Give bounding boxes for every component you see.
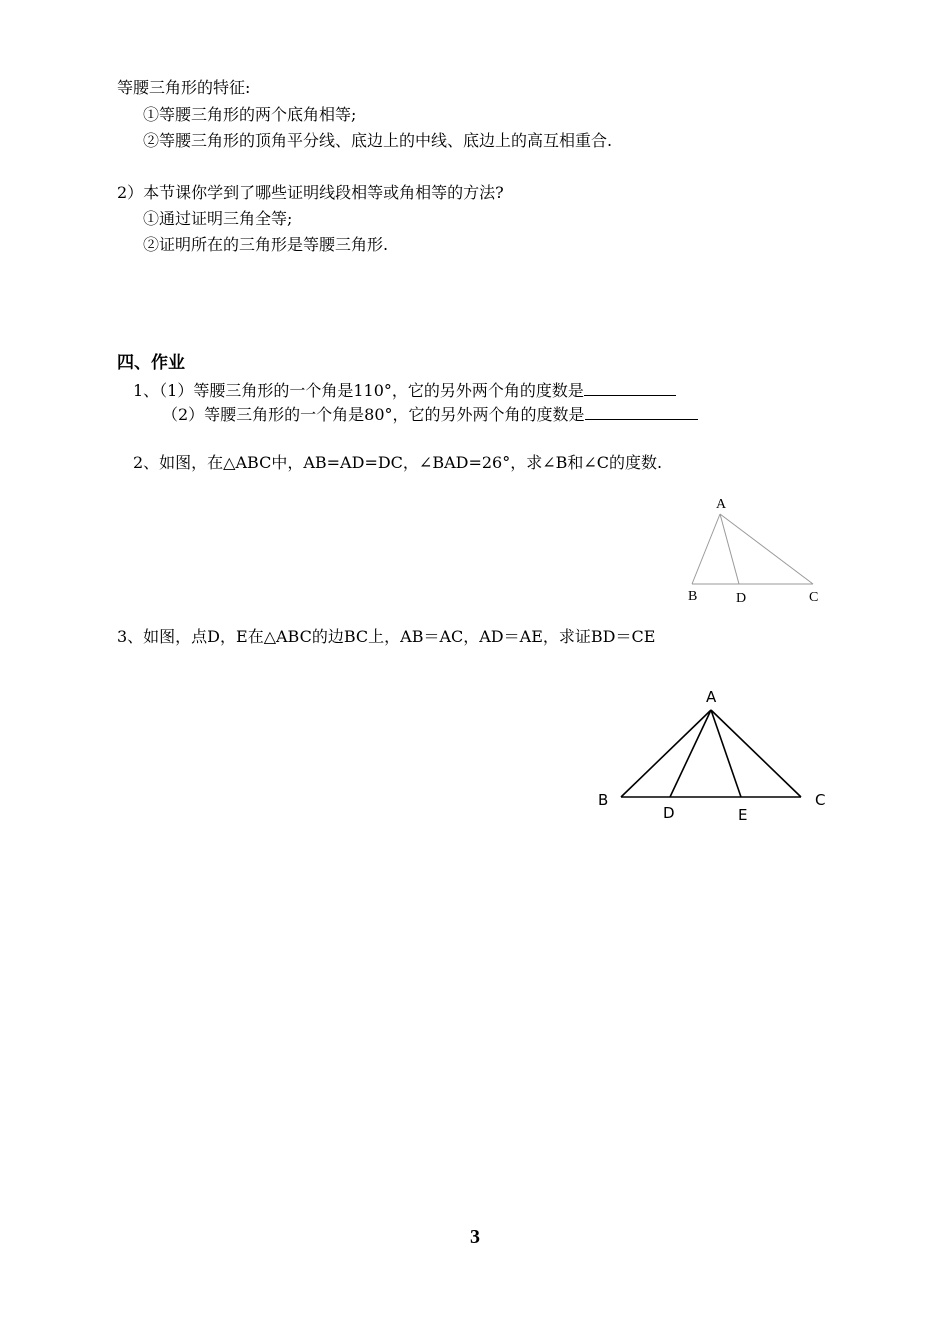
segment-ae: [711, 710, 741, 797]
label-c: C: [815, 791, 826, 809]
segment-ab: [621, 710, 711, 797]
question-2: 2）本节课你学到了哪些证明线段相等或角相等的方法?: [117, 183, 504, 202]
feature-1: ①等腰三角形的两个底角相等;: [143, 105, 357, 124]
feature-2: ②等腰三角形的顶角平分线、底边上的中线、底边上的高互相重合.: [143, 131, 613, 150]
method-1: ①通过证明三角全等;: [143, 209, 293, 228]
homework-heading: 四、作业: [117, 353, 185, 373]
label-d: D: [663, 804, 675, 822]
figure-2-lines: [621, 710, 801, 797]
problem-2: 2、如图，在△ABC中，AB=AD=DC，∠BAD=26°，求∠B和∠C的度数.: [133, 453, 663, 472]
label-a: A: [716, 497, 727, 512]
label-e: E: [738, 806, 748, 824]
label-b: B: [688, 589, 698, 604]
label-b: B: [598, 791, 609, 809]
label-a: A: [706, 688, 717, 706]
problem-1a-text: 1、（1）等腰三角形的一个角是110°，它的另外两个角的度数是: [133, 381, 584, 400]
segment-ad: [670, 710, 711, 797]
label-d: D: [736, 591, 747, 606]
features-title: 等腰三角形的特征:: [117, 78, 251, 97]
problem-1b-text: （2）等腰三角形的一个角是80°，它的另外两个角的度数是: [162, 405, 585, 424]
problem-3: 3、如图，点D，E在△ABC的边BC上，AB＝AC，AD＝AE，求证BD＝CE: [117, 627, 656, 646]
page-number: 3: [470, 1226, 480, 1248]
segment-ac: [711, 710, 801, 797]
method-2: ②证明所在的三角形是等腰三角形.: [143, 235, 389, 254]
label-c: C: [809, 590, 819, 605]
